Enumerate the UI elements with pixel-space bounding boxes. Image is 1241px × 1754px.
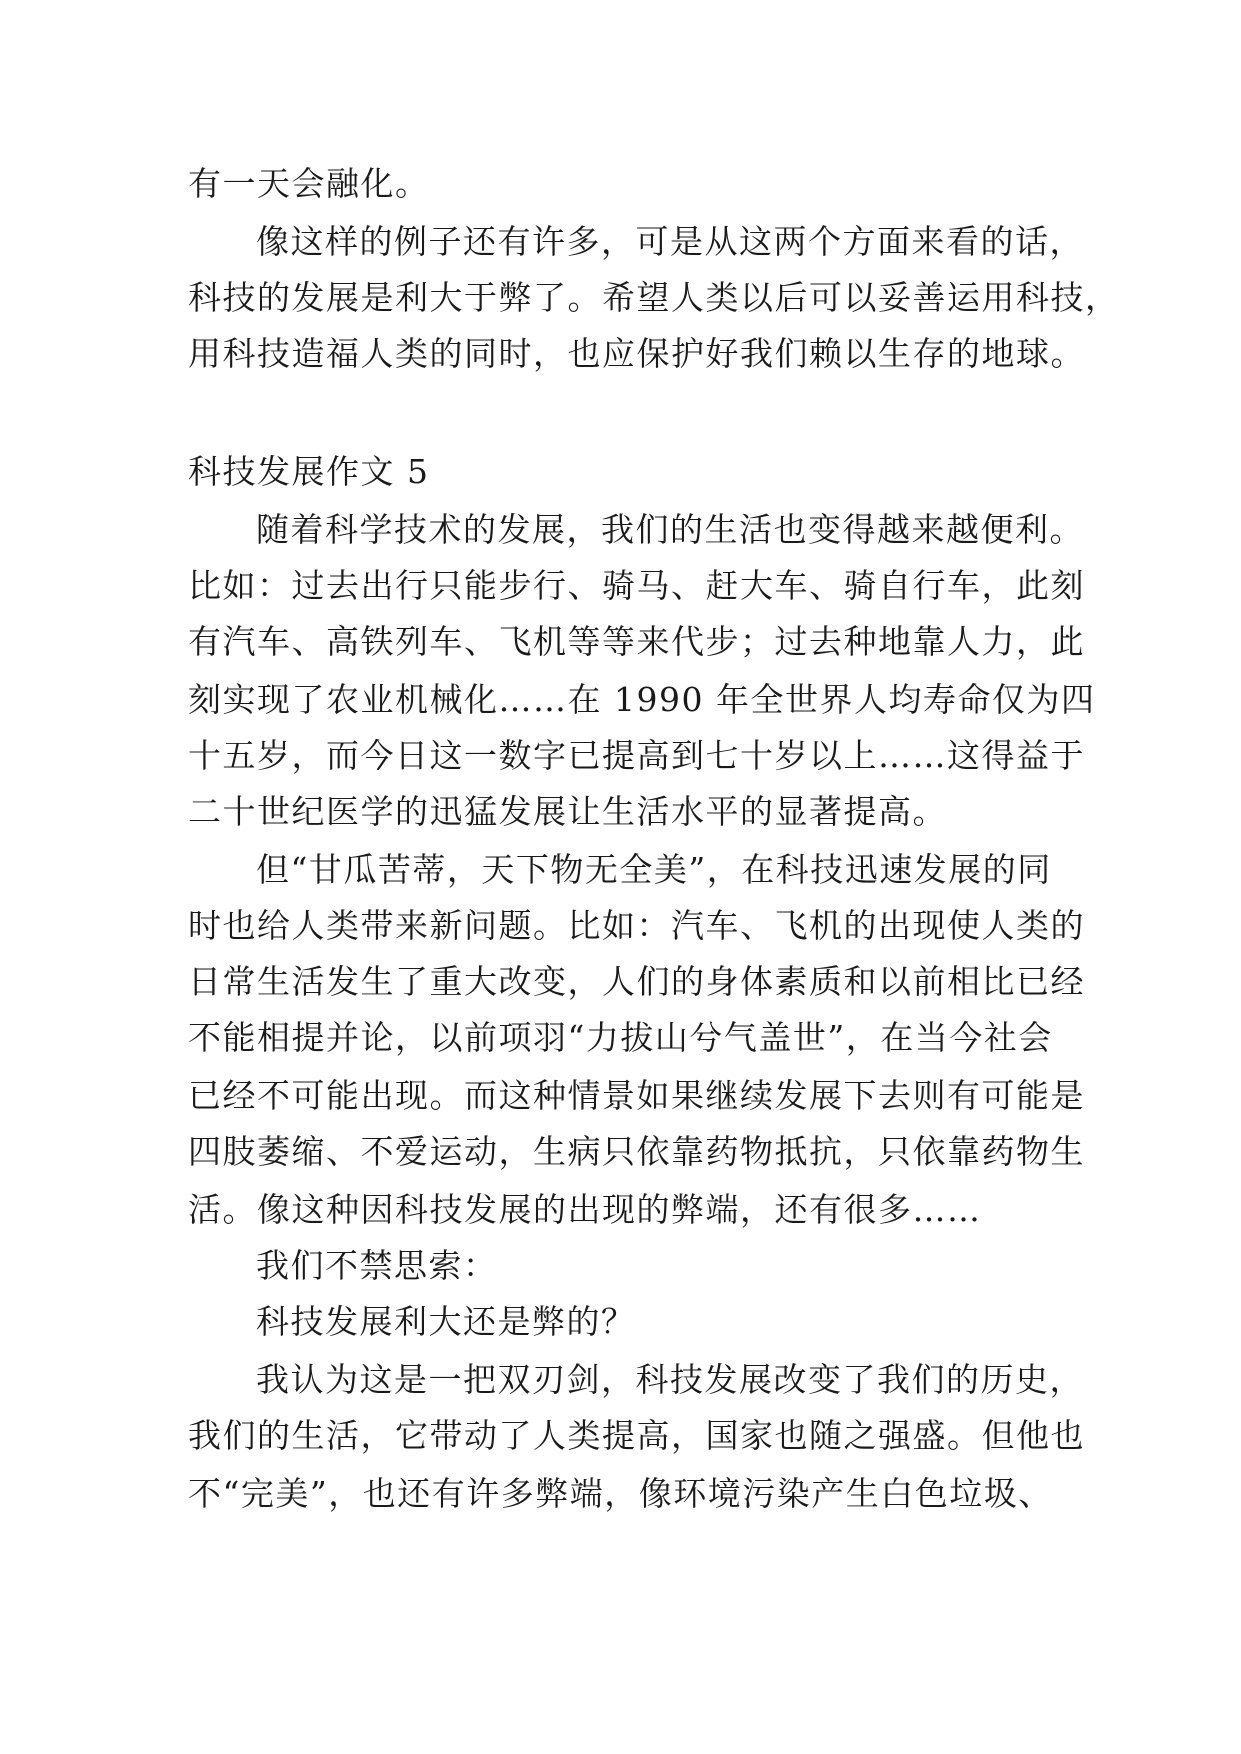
text-line: 活。像这种因科技发展的出现的弊端，还有很多…… xyxy=(188,1190,982,1229)
paragraph-start: 但“甘瓜苦蒂，天下物无全美”，在科技迅速发展的同 xyxy=(256,850,1052,889)
paragraph-start: 像这样的例子还有许多，可是从这两个方面来看的话， xyxy=(256,222,1084,261)
paragraph-start: 科技发展利大还是弊的？ xyxy=(256,1302,636,1341)
text-line: 不能相提并论，以前项羽“力拔山兮气盖世”，在当今社会 xyxy=(188,1018,1053,1057)
paragraph-start: 随着科学技术的发展，我们的生活也变得越来越便利。 xyxy=(256,510,1084,549)
text-line: 不“完美”，也还有许多弊端，像环境污染产生白色垃圾、 xyxy=(188,1474,1053,1513)
paragraph-start: 我们不禁思索： xyxy=(256,1246,498,1285)
text-line: 时也给人类带来新问题。比如：汽车、飞机的出现使人类的 xyxy=(188,906,1085,945)
section-title: 科技发展作文 5 xyxy=(188,452,430,491)
text-line: 比如：过去出行只能步行、骑马、赶大车、骑自行车，此刻 xyxy=(188,566,1085,605)
text-line: 用科技造福人类的同时，也应保护好我们赖以生存的地球。 xyxy=(188,334,1085,373)
text-line: 有汽车、高铁列车、飞机等等来代步；过去种地靠人力，此 xyxy=(188,622,1085,661)
text-line: 日常生活发生了重大改变，人们的身体素质和以前相比已经 xyxy=(188,962,1085,1001)
text-line: 四肢萎缩、不爱运动，生病只依靠药物抵抗，只依靠药物生 xyxy=(188,1132,1085,1171)
text-line: 十五岁，而今日这一数字已提高到七十岁以上……这得益于 xyxy=(188,736,1085,775)
text-line: 已经不可能出现。而这种情景如果继续发展下去则有可能是 xyxy=(188,1076,1085,1115)
text-line: 有一天会融化。 xyxy=(188,164,430,203)
text-line: 我们的生活，它带动了人类提高，国家也随之强盛。但他也 xyxy=(188,1416,1085,1455)
text-line: 科技的发展是利大于弊了。希望人类以后可以妥善运用科技， xyxy=(188,278,1120,317)
text-line: 刻实现了农业机械化……在 1990 年全世界人均寿命仅为四 xyxy=(188,680,1096,719)
paragraph-start: 我认为这是一把双刃剑，科技发展改变了我们的历史， xyxy=(256,1360,1084,1399)
text-line: 二十世纪医学的迅猛发展让生活水平的显著提高。 xyxy=(188,792,947,831)
